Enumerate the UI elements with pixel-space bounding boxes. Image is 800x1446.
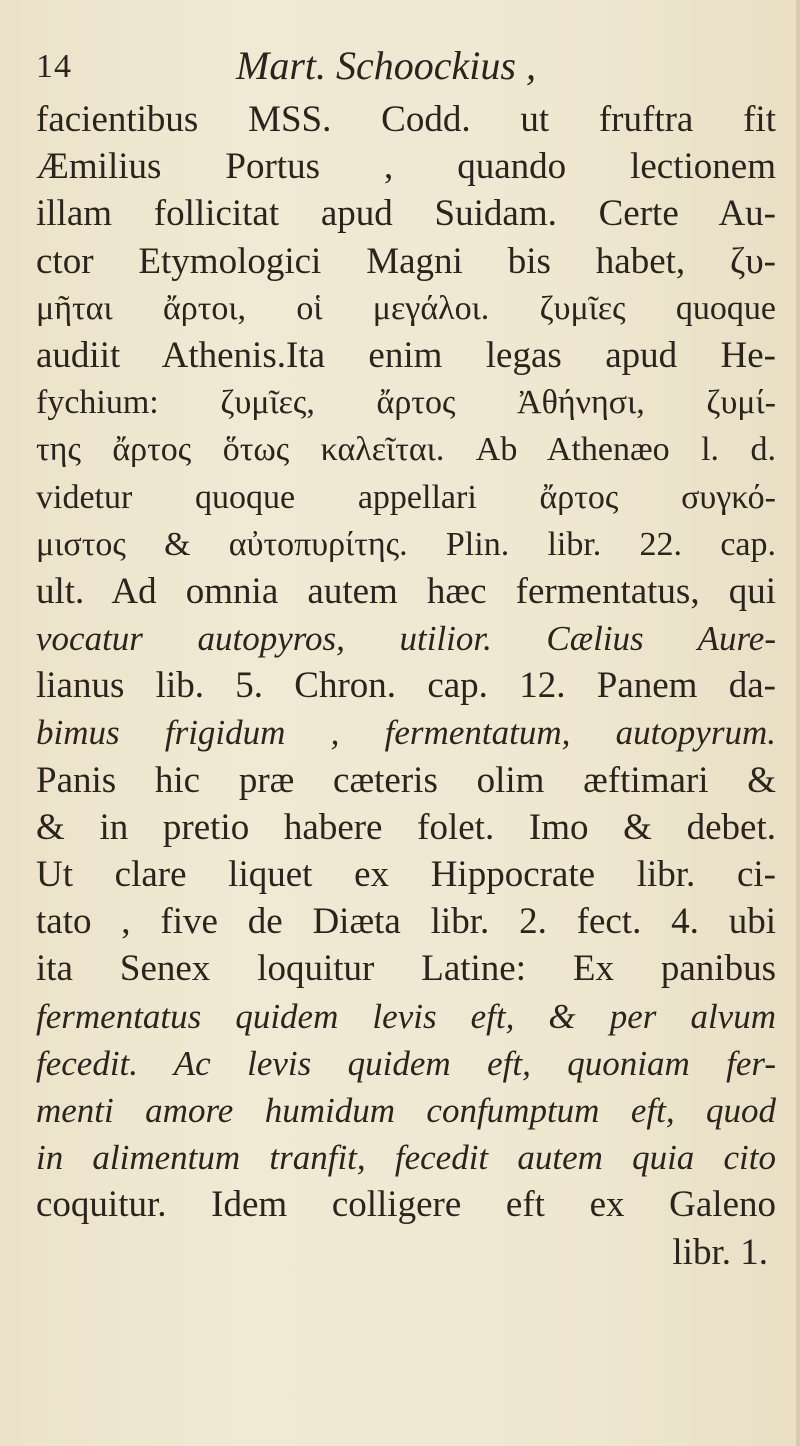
text-line: ult. Ad omnia autem hæc fermentatus, qui (36, 570, 776, 612)
text-line: ctor Etymologici Magni bis habet, ζυ- (36, 240, 776, 282)
running-head (36, 40, 776, 90)
catchword: libr. 1. (672, 1231, 768, 1273)
text-line: facientibus MSS. Codd. ut fruftra fit (36, 99, 776, 140)
text-line: fecedit. Ac levis quidem eft, quoniam fer- (36, 1043, 776, 1083)
text-line: Panis hic præ cæteris olim æftimari & (36, 759, 776, 801)
text-line: coquitur. Idem colligere eft ex Galeno (36, 1184, 776, 1226)
text-line: μιστος & αὐτοπυρίτης. Plin. libr. 22. cap. (36, 525, 776, 563)
text-line: μῆται ἄρτοι, οἱ μεγάλοι. ζυμῖες quoque (36, 289, 776, 327)
text-line: Ut clare liquet ex Hippocrate libr. ci- (36, 854, 776, 895)
page-number: 14 (36, 48, 72, 85)
text-line: & in pretio habere folet. Imo & debet. (36, 806, 776, 848)
text-line: της ἄρτος ὅτως καλεῖται. Ab Athenæo l. d. (36, 431, 776, 469)
body-text (36, 96, 776, 1276)
text-line: bimus frigidum , fermentatum, autopyrum. (36, 713, 776, 753)
text-line: vocatur autopyros, utilior. Cælius Aure- (36, 619, 776, 659)
text-line: tato , five de Diæta libr. 2. fect. 4. ubi (36, 901, 776, 943)
text-line: videtur quoque appellari ἄρτος συγκό- (36, 478, 776, 516)
text-line: lianus lib. 5. Chron. cap. 12. Panem da- (36, 665, 776, 707)
text-line: Æmilius Portus , quando lectionem (36, 146, 776, 188)
text-line: illam follicitat apud Suidam. Certe Au- (36, 193, 776, 235)
running-head-title: Mart. Schoockius , (236, 43, 536, 88)
page-edge (796, 0, 800, 1446)
text-line: ita Senex loquitur Latine: Ex panibus (36, 948, 776, 990)
text-line: menti amore humidum confumptum eft, quod (36, 1090, 776, 1130)
text-line: fychium: ζυμῖες, ἄρτος Ἀθήνησι, ζυμί- (36, 384, 776, 422)
text-line: in alimentum tranfit, fecedit autem quia cito (36, 1138, 776, 1178)
text-line: fermentatus quidem levis eft, & per alvum (36, 996, 776, 1036)
text-line: audiit Athenis.Ita enim legas apud He- (36, 334, 776, 376)
